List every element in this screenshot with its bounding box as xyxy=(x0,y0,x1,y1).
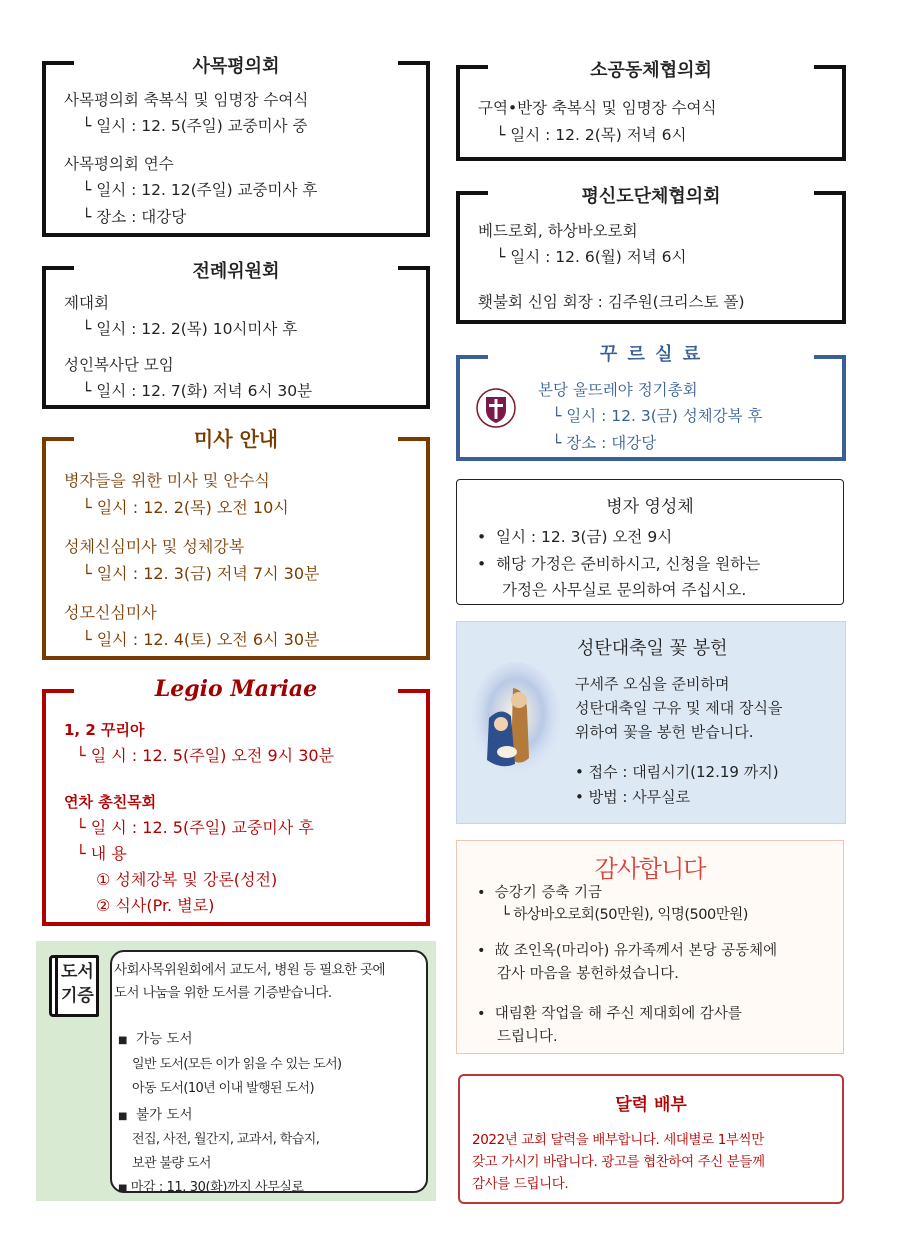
book-heading-2: ■ 불가 도서 xyxy=(118,1107,193,1123)
flower-line5-text: 방법 : 사무실로 xyxy=(588,788,691,806)
byeongja-line1-text: 일시 : 12. 3(금) 오전 9시 xyxy=(496,528,673,546)
nativity-image xyxy=(471,660,561,780)
thanks-line3: • 故 조인옥(마리아) 유가족께서 본당 공동체에 xyxy=(477,943,778,959)
legio-line2: └ 일 시 : 12. 5(주일) 오전 9시 30분 xyxy=(76,746,335,765)
samok-line3: 사목평의회 연수 xyxy=(64,155,174,173)
thanks-line6: 드립니다. xyxy=(497,1029,558,1045)
legio-title: Legio Mariae xyxy=(154,676,318,702)
calendar-box xyxy=(458,1074,844,1204)
calendar-line1: 2022년 교회 달력을 배부합니다. 세대별로 1부씩만 xyxy=(472,1132,764,1148)
kkureu-line3: └ 장소 : 대강당 xyxy=(552,434,657,452)
book-item-2: 아동 도서(10년 이내 발행된 도서) xyxy=(132,1081,314,1096)
book-heading-2-text: 불가 도서 xyxy=(136,1107,193,1123)
legio-line3: 연차 총친목회 xyxy=(64,793,157,811)
thanks-line1: • 승강기 증축 기금 xyxy=(477,885,603,901)
jeonrye-line2: └ 일시 : 12. 2(목) 10시미사 후 xyxy=(82,320,298,338)
flower-line2: 성탄대축일 구유 및 제대 장식을 xyxy=(575,699,783,717)
misa-line5: 성모신심미사 xyxy=(64,603,157,622)
sogong-line1: 구역•반장 축복식 및 임명장 수여식 xyxy=(478,99,717,117)
book-item-1: 일반 도서(모든 이가 읽을 수 있는 도서) xyxy=(132,1057,342,1072)
jeonrye-line1: 제대회 xyxy=(64,294,109,312)
pyeongsin-title: 평신도단체협의회 xyxy=(581,186,721,207)
samok-line5: └ 장소 : 대강당 xyxy=(82,208,187,226)
legio-line4: └ 일 시 : 12. 5(주일) 교중미사 후 xyxy=(76,818,314,837)
book-donation-panel xyxy=(36,941,436,1201)
samok-line4: └ 일시 : 12. 12(주일) 교중미사 후 xyxy=(82,181,318,199)
thanks-line2: └ 하상바오로회(50만원), 익명(500만원) xyxy=(501,907,748,923)
legio-box xyxy=(42,676,430,926)
flower-box xyxy=(456,621,846,824)
kkureu-line1: 본당 울뜨레야 정기총회 xyxy=(538,381,698,399)
misa-line2: └ 일시 : 12. 2(목) 오전 10시 xyxy=(82,498,289,517)
byeongja-line1: • 일시 : 12. 3(금) 오전 9시 xyxy=(477,528,673,546)
jeonrye-title: 전례위원회 xyxy=(192,261,280,282)
thanks-line5-text: 대림환 작업을 해 주신 제대회에 감사를 xyxy=(494,1006,742,1022)
book-icon-text-2: 기증 xyxy=(61,986,94,1006)
legio-line7: ② 식사(Pr. 별로) xyxy=(96,896,215,915)
book-item-3: 전집, 사전, 월간지, 교과서, 학습지, xyxy=(132,1132,320,1147)
book-icon xyxy=(49,955,99,1017)
samok-box xyxy=(42,56,430,237)
thanks-title: 감사합니다 xyxy=(594,855,706,883)
sogong-line2: └ 일시 : 12. 2(목) 저녁 6시 xyxy=(496,126,687,144)
book-intro-2: 도서 나눔을 위한 도서를 기증받습니다. xyxy=(114,985,332,1001)
book-heading-1: ■ 가능 도서 xyxy=(118,1031,193,1047)
flower-title: 성탄대축일 꽃 봉헌 xyxy=(577,638,728,659)
kkureu-box xyxy=(456,344,846,461)
samok-line2: └ 일시 : 12. 5(주일) 교중미사 중 xyxy=(82,117,308,135)
misa-line1: 병자들을 위한 미사 및 안수식 xyxy=(64,471,270,490)
sogong-title: 소공동체협의회 xyxy=(590,60,712,81)
book-heading-3: ■ 마감 : 11. 30(화)까지 사무실로 xyxy=(118,1180,304,1195)
byeongja-box xyxy=(456,479,844,605)
legio-line1: 1, 2 꾸리아 xyxy=(64,721,145,739)
byeongja-title: 병자 영성체 xyxy=(606,497,694,517)
legio-line6: ① 성체강복 및 강론(성전) xyxy=(96,870,278,889)
pyeongsin-line2: └ 일시 : 12. 6(월) 저녁 6시 xyxy=(496,248,687,266)
kkureu-line2: └ 일시 : 12. 3(금) 성체강복 후 xyxy=(552,407,763,425)
calendar-line2: 갖고 가시기 바랍니다. 광고를 협찬하여 주신 분들께 xyxy=(472,1154,765,1170)
thanks-box xyxy=(456,840,844,1054)
cursillo-emblem-icon xyxy=(476,388,516,428)
book-content-frame xyxy=(110,950,428,1193)
pyeongsin-line1: 베드로회, 하상바오로회 xyxy=(478,222,638,240)
flower-line5: • 방법 : 사무실로 xyxy=(575,788,691,806)
pyeongsin-box xyxy=(456,186,846,324)
flower-line4: • 접수 : 대림시기(12.19 까지) xyxy=(575,763,779,781)
flower-line3: 위하여 꽃을 봉헌 받습니다. xyxy=(575,723,754,741)
book-heading-3-text: 마감 : 11. 30(화)까지 사무실로 xyxy=(130,1180,304,1195)
sogong-box xyxy=(456,60,846,161)
samok-line1: 사목평의회 축복식 및 임명장 수여식 xyxy=(64,91,309,109)
jeonrye-line3: 성인복사단 모임 xyxy=(64,356,174,374)
jeonrye-box xyxy=(42,261,430,409)
kkureu-title: 꾸 르 실 료 xyxy=(599,344,703,365)
thanks-line5: • 대림환 작업을 해 주신 제대회에 감사를 xyxy=(477,1006,742,1022)
book-item-4: 보관 불량 도서 xyxy=(132,1156,211,1171)
legio-line5: └ 내 용 xyxy=(76,844,127,863)
misa-box xyxy=(42,427,430,660)
byeongja-line3: 가정은 사무실로 문의하여 주십시오. xyxy=(502,581,747,599)
book-icon-text-1: 도서 xyxy=(61,962,94,982)
thanks-line4: 감사 마음을 봉헌하셨습니다. xyxy=(497,966,679,982)
book-heading-1-text: 가능 도서 xyxy=(136,1031,193,1047)
calendar-title: 달력 배부 xyxy=(615,1095,687,1115)
misa-line4: └ 일시 : 12. 3(금) 저녁 7시 30분 xyxy=(82,564,320,583)
misa-line6: └ 일시 : 12. 4(토) 오전 6시 30분 xyxy=(82,630,320,649)
misa-line3: 성체신심미사 및 성체강복 xyxy=(64,537,245,556)
flower-line4-text: 접수 : 대림시기(12.19 까지) xyxy=(588,763,779,781)
misa-title: 미사 안내 xyxy=(193,427,279,451)
byeongja-line2-text: 해당 가정은 준비하시고, 신청을 원하는 xyxy=(496,555,761,573)
flower-line1: 구세주 오심을 준비하며 xyxy=(575,675,730,693)
thanks-line3-text: 故 조인옥(마리아) 유가족께서 본당 공동체에 xyxy=(494,943,778,959)
byeongja-line2: • 해당 가정은 준비하시고, 신청을 원하는 xyxy=(477,555,761,573)
pyeongsin-line3: 횃불회 신임 회장 : 김주원(크리스토 폴) xyxy=(478,293,745,311)
jeonrye-line4: └ 일시 : 12. 7(화) 저녁 6시 30분 xyxy=(82,382,313,400)
book-intro-1: 사회사목위원회에서 교도서, 병원 등 필요한 곳에 xyxy=(114,962,385,978)
calendar-line3: 감사를 드립니다. xyxy=(472,1176,569,1192)
samok-title: 사목평의회 xyxy=(192,56,280,77)
thanks-line1-text: 승강기 증축 기금 xyxy=(494,885,603,901)
